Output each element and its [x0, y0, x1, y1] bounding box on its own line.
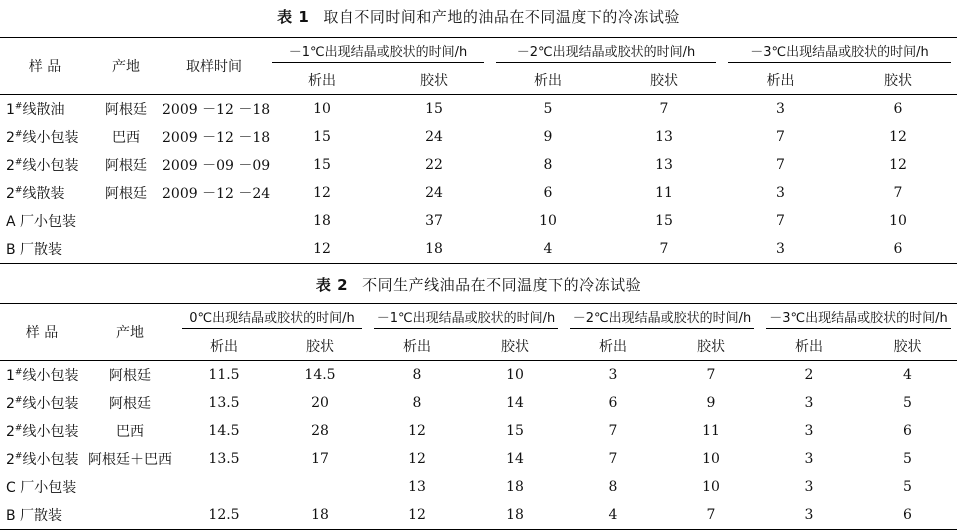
origin-cell: [90, 235, 162, 264]
sample-time-cell: 2009 －09 －09: [162, 158, 271, 174]
origin-cell: 阿根廷: [105, 102, 147, 118]
value-cell: 24: [425, 129, 443, 145]
value-cell: 12: [313, 185, 331, 201]
sample-cell: [0, 151, 90, 179]
origin-cell: 巴西: [116, 424, 144, 440]
table2-subheader-gel: 胶状: [466, 332, 564, 361]
value-cell: 4: [543, 241, 553, 257]
value-cell: 15: [313, 129, 331, 145]
line-mark: #: [14, 157, 23, 168]
table1-group-label: －2℃出现结晶或胶状的时间/h: [496, 41, 716, 63]
sample-name: 2: [6, 424, 15, 440]
value-cell: 7: [776, 213, 785, 229]
table1-header-sample-label: 样 品: [28, 59, 62, 75]
sample-suffix: 线小包装: [22, 368, 79, 384]
value-cell: 3: [804, 423, 814, 439]
line-mark: #: [14, 423, 23, 434]
sample-cell: [0, 235, 90, 264]
value-cell: 13: [408, 479, 426, 495]
value-cell: 18: [311, 507, 329, 523]
table-row: [0, 501, 957, 530]
table2-group-header: [176, 304, 368, 333]
value-cell: 10: [889, 213, 907, 229]
sample-cell: [0, 389, 84, 417]
value-cell: 9: [543, 129, 553, 145]
table1-subheader-precipitate: 析出: [490, 66, 606, 95]
origin-cell: [84, 501, 176, 530]
table-row: [0, 361, 957, 390]
value-cell: 17: [311, 451, 329, 467]
value-cell: 2: [804, 367, 814, 383]
value-cell: 12.5: [208, 507, 240, 523]
sample-suffix: 线散装: [22, 186, 65, 202]
value-cell: 18: [425, 241, 443, 257]
value-cell: 12: [889, 129, 907, 145]
sample-cell: [0, 417, 84, 445]
sample-suffix: 线小包装: [22, 424, 79, 440]
sample-cell: [0, 473, 84, 501]
sample-time-cell: [162, 235, 266, 264]
value-cell: 6: [543, 185, 553, 201]
value-cell: 18: [313, 213, 331, 229]
table2-subheader-gel: 胶状: [272, 332, 368, 361]
table-row: [0, 179, 957, 207]
table2-subheader-precipitate: 析出: [176, 332, 272, 361]
value-cell: 15: [506, 423, 524, 439]
table-row: [0, 389, 957, 417]
table2-group-label: 0℃出现结晶或胶状的时间/h: [182, 307, 362, 329]
sample-name: 2: [6, 396, 15, 412]
value-cell: 6: [903, 507, 912, 523]
value-cell: 14: [506, 451, 524, 467]
value-cell: [272, 473, 368, 501]
table2-group-header: [564, 304, 760, 333]
value-cell: 7: [608, 451, 618, 467]
value-cell: 13: [655, 157, 673, 173]
value-cell: 37: [425, 213, 443, 229]
line-mark: #: [14, 367, 23, 378]
value-cell: [176, 473, 272, 501]
line-mark: #: [14, 185, 23, 196]
value-cell: 28: [311, 423, 329, 439]
value-cell: 13.5: [208, 395, 240, 411]
sample-name: 2: [6, 452, 15, 468]
origin-cell: [84, 473, 176, 501]
value-cell: 12: [408, 451, 426, 467]
value-cell: 18: [506, 479, 524, 495]
table2-subheader-gel: 胶状: [858, 332, 957, 361]
value-cell: 4: [903, 367, 912, 383]
value-cell: 3: [608, 367, 618, 383]
table2-group-header: [368, 304, 564, 333]
table2-caption: [0, 274, 957, 295]
value-cell: 11: [655, 185, 673, 201]
value-cell: 10: [506, 367, 524, 383]
value-cell: 3: [804, 451, 814, 467]
value-cell: 7: [776, 157, 785, 173]
sample-time-cell: 2009 －12 －18: [162, 102, 271, 118]
table2-header-sample-label: 样 品: [25, 325, 59, 341]
value-cell: 7: [659, 101, 669, 117]
line-mark: #: [14, 395, 23, 406]
table-row: [0, 151, 957, 179]
value-cell: 12: [313, 241, 331, 257]
sample-name: B 厂散装: [6, 508, 63, 524]
table1-group-header: [722, 38, 957, 67]
value-cell: 8: [608, 479, 618, 495]
value-cell: 6: [903, 423, 912, 439]
sample-name: 2: [6, 186, 15, 202]
value-cell: 10: [539, 213, 557, 229]
table-row: [0, 235, 957, 264]
sample-time-cell: [162, 207, 266, 235]
value-cell: 7: [893, 185, 903, 201]
value-cell: 10: [702, 479, 720, 495]
value-cell: 6: [608, 395, 618, 411]
value-cell: 7: [776, 129, 785, 145]
value-cell: 22: [425, 157, 443, 173]
value-cell: 5: [903, 479, 912, 495]
line-mark: #: [14, 101, 23, 112]
value-cell: 3: [804, 395, 814, 411]
table2-group-label: －2℃出现结晶或胶状的时间/h: [570, 307, 754, 329]
sample-suffix: 线小包装: [22, 158, 79, 174]
value-cell: 5: [543, 101, 553, 117]
value-cell: 12: [408, 423, 426, 439]
value-cell: 14: [506, 395, 524, 411]
table1-subheader-gel: 胶状: [606, 66, 722, 95]
value-cell: 10: [313, 101, 331, 117]
table2-subheader-precipitate: 析出: [760, 332, 858, 361]
sample-time-cell: 2009 －12 －24: [162, 186, 271, 202]
table-row: [0, 95, 957, 124]
sample-suffix: 线小包装: [22, 396, 79, 412]
value-cell: 15: [313, 157, 331, 173]
sample-name: A 厂小包装: [6, 214, 77, 230]
line-mark: #: [14, 129, 23, 140]
value-cell: 7: [608, 423, 618, 439]
sample-suffix: 线小包装: [22, 452, 79, 468]
value-cell: 9: [706, 395, 716, 411]
value-cell: 3: [804, 507, 814, 523]
table1-subheader-gel: 胶状: [839, 66, 957, 95]
value-cell: 15: [655, 213, 673, 229]
table1-header-sample: [0, 38, 90, 95]
origin-cell: 阿根廷: [109, 396, 151, 412]
table-row: [0, 473, 957, 501]
sample-name: 2: [6, 158, 15, 174]
table1-group-header: [266, 38, 490, 67]
table1-caption-text: 取自不同时间和产地的油品在不同温度下的冷冻试验: [323, 8, 680, 26]
table2: [0, 303, 957, 530]
sample-name: C 厂小包装: [6, 480, 77, 496]
value-cell: 3: [776, 241, 785, 257]
table2-caption-number: 表 2: [315, 276, 349, 294]
value-cell: 7: [706, 507, 716, 523]
sample-name: 1: [6, 102, 15, 118]
table2-header-row: [0, 304, 957, 333]
table1-group-label: －3℃出现结晶或胶状的时间/h: [728, 41, 951, 63]
origin-cell: 巴西: [112, 130, 140, 146]
table1-subheader-precipitate: 析出: [722, 66, 839, 95]
table2-caption-text: 不同生产线油品在不同温度下的冷冻试验: [362, 276, 642, 294]
value-cell: 20: [311, 395, 329, 411]
table1-header-origin-label: 产地: [112, 59, 140, 75]
value-cell: 13.5: [208, 451, 240, 467]
table2-subheader-precipitate: 析出: [368, 332, 466, 361]
value-cell: 10: [702, 451, 720, 467]
value-cell: 15: [425, 101, 443, 117]
sample-name: 1: [6, 368, 15, 384]
value-cell: 13: [655, 129, 673, 145]
table1-caption-number: 表 1: [277, 8, 310, 26]
value-cell: 12: [889, 157, 907, 173]
table1-subheader-gel: 胶状: [378, 66, 490, 95]
sample-suffix: 线小包装: [22, 130, 79, 146]
value-cell: 11.5: [208, 367, 240, 383]
value-cell: 14.5: [208, 423, 240, 439]
sample-name: 2: [6, 130, 15, 146]
sample-cell: [0, 445, 84, 473]
sample-cell: [0, 179, 90, 207]
sample-cell: [0, 207, 90, 235]
table-row: [0, 445, 957, 473]
table2-header-sample: [0, 304, 84, 361]
value-cell: 24: [425, 185, 443, 201]
value-cell: 18: [506, 507, 524, 523]
value-cell: 5: [903, 395, 912, 411]
table1-header-row: [0, 38, 957, 67]
origin-cell: 阿根廷: [109, 368, 151, 384]
sample-cell: [0, 95, 90, 124]
value-cell: 14.5: [304, 367, 336, 383]
table2-subheader-precipitate: 析出: [564, 332, 662, 361]
value-cell: 8: [543, 157, 553, 173]
value-cell: 6: [893, 241, 903, 257]
origin-cell: 阿根廷＋巴西: [88, 452, 172, 468]
sample-cell: [0, 501, 84, 530]
value-cell: 6: [893, 101, 903, 117]
value-cell: 7: [659, 241, 669, 257]
origin-cell: 阿根廷: [105, 158, 147, 174]
value-cell: 8: [412, 367, 422, 383]
table1-body: [0, 95, 957, 264]
origin-cell: 阿根廷: [105, 186, 147, 202]
table2-group-header: [760, 304, 957, 333]
value-cell: 7: [706, 367, 716, 383]
table1-caption: [0, 6, 957, 27]
table-row: [0, 123, 957, 151]
table1-group-header: [490, 38, 722, 67]
sample-suffix: 线散油: [22, 102, 65, 118]
table-row: [0, 207, 957, 235]
value-cell: 4: [608, 507, 618, 523]
table1-header-time-label: 取样时间: [186, 59, 242, 75]
table2-group-label: －3℃出现结晶或胶状的时间/h: [766, 307, 951, 329]
sample-time-cell: 2009 －12 －18: [162, 130, 271, 146]
table1-header-origin: [90, 38, 162, 95]
value-cell: 3: [776, 101, 785, 117]
table1: [0, 37, 957, 264]
table-row: [0, 417, 957, 445]
table2-subheader-gel: 胶状: [662, 332, 760, 361]
origin-cell: [90, 207, 162, 235]
sample-cell: [0, 123, 90, 151]
table2-header-origin-label: 产地: [116, 325, 144, 341]
value-cell: 8: [412, 395, 422, 411]
value-cell: 11: [702, 423, 720, 439]
table1-header-time: [162, 38, 266, 95]
table1-group-label: －1℃出现结晶或胶状的时间/h: [272, 41, 484, 63]
sample-name: B 厂散装: [6, 242, 63, 258]
table1-subheader-precipitate: 析出: [266, 66, 378, 95]
table2-body: [0, 361, 957, 530]
line-mark: #: [14, 451, 23, 462]
value-cell: 5: [903, 451, 912, 467]
value-cell: 3: [776, 185, 785, 201]
sample-cell: [0, 361, 84, 390]
table2-group-label: －1℃出现结晶或胶状的时间/h: [374, 307, 558, 329]
table2-header-origin: [84, 304, 176, 361]
value-cell: 3: [804, 479, 814, 495]
value-cell: 12: [408, 507, 426, 523]
